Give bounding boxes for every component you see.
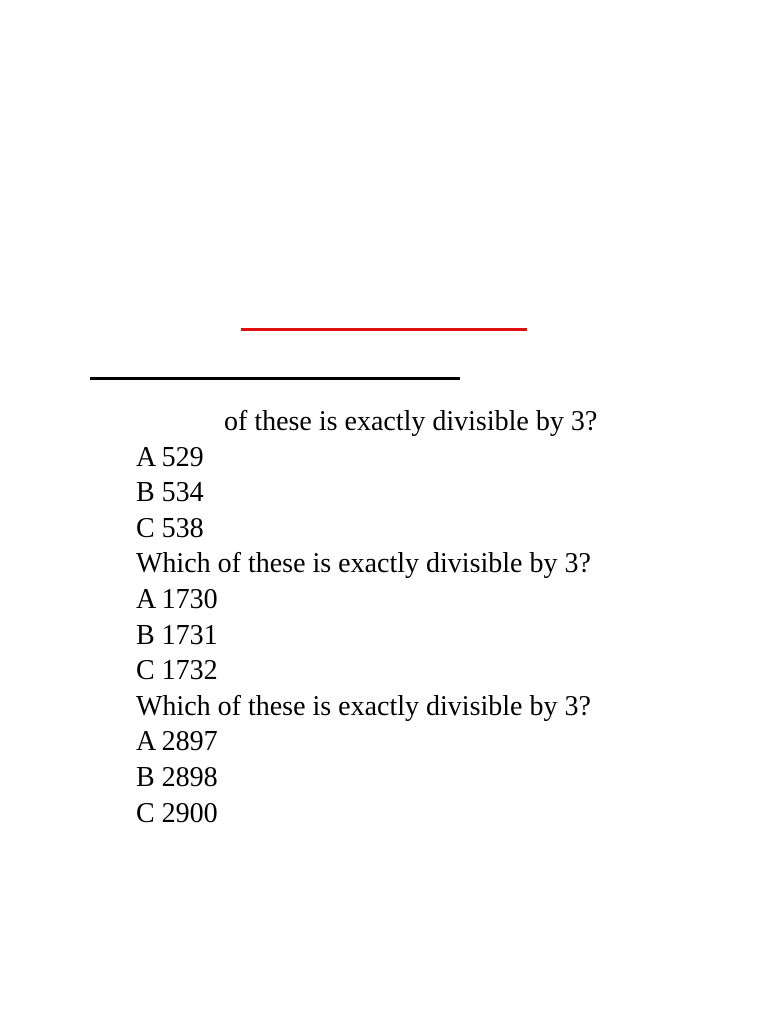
question-1-option-b: B 534 [136,477,204,509]
question-2-prompt: Which of these is exactly divisible by 3? [136,548,591,580]
question-1-option-a: A 529 [136,441,204,473]
black-rule [90,377,460,380]
question-1-prompt: of these is exactly divisible by 3? [224,406,598,437]
question-2-option-b: B 1731 [136,619,218,651]
question-2-option-a: A 1730 [136,583,218,615]
question-2-option-c: C 1732 [136,655,218,687]
question-3-option-b: B 2898 [136,761,218,793]
question-3-option-c: C 2900 [136,797,218,829]
question-1-option-c: C 538 [136,512,204,544]
red-rule [241,328,527,331]
question-3-prompt: Which of these is exactly divisible by 3? [136,690,591,722]
question-3-option-a: A 2897 [136,726,218,758]
question-list [136,404,736,831]
